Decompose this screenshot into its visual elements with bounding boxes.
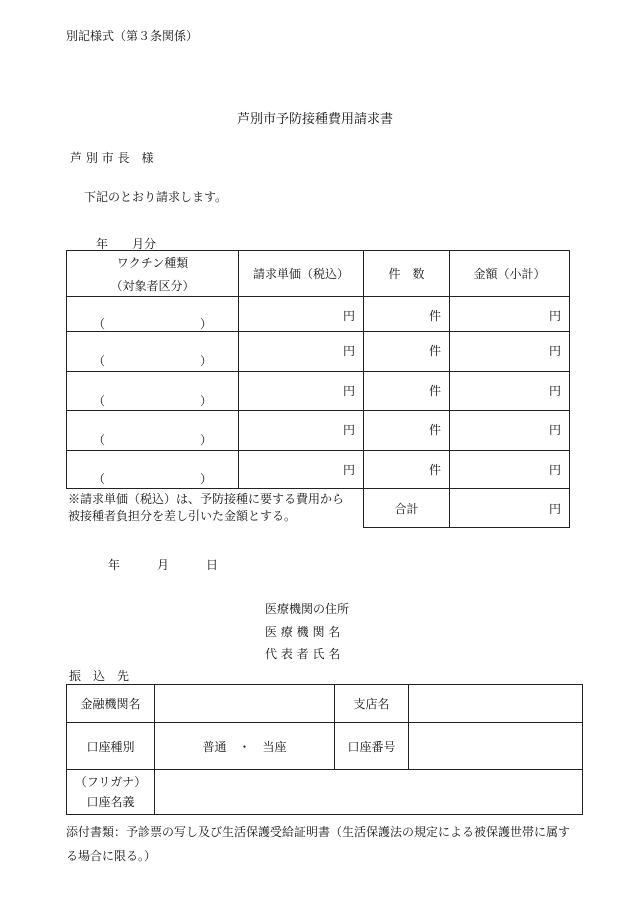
amount-cell[interactable]: [450, 372, 570, 411]
total-value[interactable]: [450, 489, 570, 528]
table-row: [67, 451, 570, 489]
account-number-label: 口座番号: [335, 723, 409, 770]
col-vaccine-line2: （対象者区分）: [110, 278, 195, 293]
paren-close: ）: [199, 472, 212, 486]
furigana-label: （フリガナ）: [74, 775, 147, 789]
date-day: 日: [206, 558, 219, 572]
yen-unit: 円: [342, 423, 355, 437]
form-label: 別記様式（第３条関係）: [66, 29, 199, 43]
yen-unit: 円: [342, 344, 355, 358]
note-line1: ※請求単価（税込）は、予防接種に要する費用から: [68, 492, 345, 506]
account-type-label: 口座種別: [67, 723, 155, 770]
yen-unit: 円: [548, 309, 561, 323]
unit-price-cell[interactable]: [239, 332, 364, 372]
date-month: 月: [157, 558, 170, 572]
attachment-line2: る場合に限る。）: [66, 849, 157, 863]
amount-cell[interactable]: [450, 332, 570, 372]
paren-open: （: [93, 433, 106, 447]
claim-table-header: [67, 251, 570, 297]
holder-label: 口座名義: [86, 795, 135, 809]
count-cell[interactable]: [364, 372, 450, 411]
table-row: [67, 332, 570, 372]
amount-cell[interactable]: [450, 411, 570, 451]
table-row: [67, 411, 570, 451]
vaccine-cell[interactable]: [67, 451, 239, 489]
period-label: 年 月分: [96, 237, 157, 251]
branch-label: 支店名: [335, 685, 409, 723]
yen-unit: 円: [548, 463, 561, 477]
unit-price-cell[interactable]: [239, 451, 364, 489]
count-cell[interactable]: [364, 297, 450, 332]
bank-table: [66, 684, 583, 815]
count-cell[interactable]: [364, 332, 450, 372]
unit-price-cell[interactable]: [239, 372, 364, 411]
table-row: [67, 297, 570, 332]
paren-open: （: [93, 316, 106, 331]
bank-name-label: 金融機関名: [67, 685, 155, 723]
vaccine-cell[interactable]: [67, 297, 239, 332]
total-unit: 円: [548, 501, 561, 516]
intro-text: 下記のとおり請求します。: [84, 190, 228, 204]
unit-price-note: [68, 491, 344, 525]
count-cell[interactable]: [364, 451, 450, 489]
account-holder-field[interactable]: [155, 770, 583, 815]
ken-unit: 件: [428, 344, 441, 358]
ken-unit: 件: [428, 384, 441, 398]
col-vaccine: [67, 251, 239, 297]
vaccine-cell[interactable]: [67, 372, 239, 411]
yen-unit: 円: [342, 309, 355, 323]
account-type-options[interactable]: 普通 ・ 当座: [155, 723, 335, 770]
attachment-line1: 添付書類：予診票の写し及び生活保護受給証明書（生活保護法の規定による被保護世帯に属す: [66, 825, 571, 839]
date-year: 年: [108, 558, 121, 572]
total-label: 合計: [364, 489, 450, 528]
attachment-note: [66, 820, 570, 868]
ken-unit: 件: [428, 309, 441, 323]
representative-label: 代 表 者 氏 名: [265, 647, 341, 661]
paren-open: （: [93, 393, 106, 408]
account-number-field[interactable]: [409, 723, 583, 770]
institution-name-label: 医 療 機 関 名: [265, 625, 341, 639]
paren-close: ）: [199, 316, 212, 331]
branch-field[interactable]: [409, 685, 583, 723]
claim-rows: [67, 297, 570, 489]
account-holder-label: [67, 770, 155, 815]
amount-cell[interactable]: [450, 297, 570, 332]
addressee: 芦 別 市 長 様: [70, 151, 154, 165]
yen-unit: 円: [342, 463, 355, 477]
note-line2: 被接種者負担分を差し引いた金額とする。: [68, 509, 297, 523]
unit-price-cell[interactable]: [239, 411, 364, 451]
col-count: 件 数: [364, 251, 450, 297]
yen-unit: 円: [342, 384, 355, 398]
yen-unit: 円: [548, 344, 561, 358]
paren-close: ）: [199, 393, 212, 408]
count-cell[interactable]: [364, 411, 450, 451]
yen-unit: 円: [548, 423, 561, 437]
paren-open: （: [93, 472, 106, 486]
vaccine-cell[interactable]: [67, 411, 239, 451]
total-table: [363, 488, 570, 528]
col-amount: 金額（小計）: [450, 251, 570, 297]
col-unit-price: 請求単価（税込）: [239, 251, 364, 297]
vaccine-cell[interactable]: [67, 332, 239, 372]
institution-address-label: 医療機関の住所: [265, 602, 350, 616]
ken-unit: 件: [428, 463, 441, 477]
paren-close: ）: [199, 354, 212, 368]
col-vaccine-line1: ワクチン種類: [116, 255, 189, 270]
yen-unit: 円: [548, 384, 561, 398]
page-title: 芦別市予防接種費用請求書: [236, 112, 393, 127]
unit-price-cell[interactable]: [239, 297, 364, 332]
transfer-section-label: 振 込 先: [69, 669, 130, 683]
claim-table: [66, 250, 570, 489]
paren-close: ）: [199, 433, 212, 447]
amount-cell[interactable]: [450, 451, 570, 489]
table-row: [67, 372, 570, 411]
paren-open: （: [93, 354, 106, 368]
ken-unit: 件: [428, 423, 441, 437]
bank-name-field[interactable]: [155, 685, 335, 723]
